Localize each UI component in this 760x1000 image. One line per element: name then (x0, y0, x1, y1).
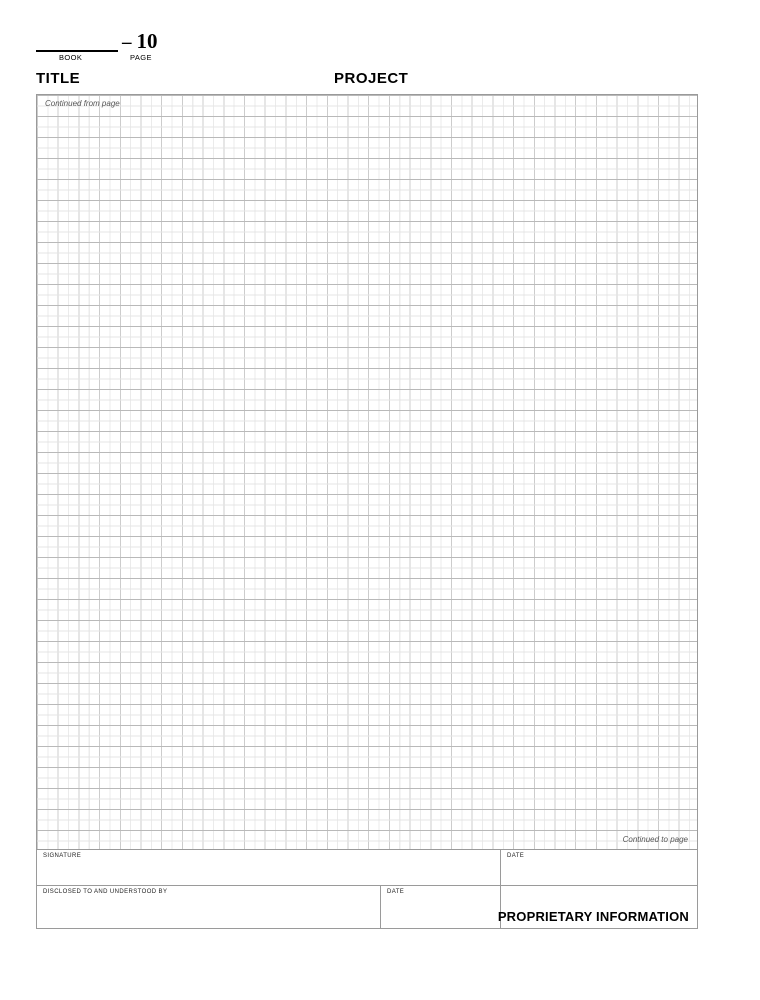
disclosure-band (36, 886, 698, 929)
book-page-row (36, 26, 196, 52)
page-number: 10 (136, 29, 158, 53)
book-page-header (36, 26, 196, 65)
disclosed-date-label: DATE (387, 889, 405, 895)
book-page-labels (36, 53, 196, 65)
date-field[interactable] (501, 850, 697, 885)
proprietary-text: PROPRIETARY INFORMATION (497, 909, 689, 924)
signature-label: SIGNATURE (43, 853, 82, 859)
grid-writing-area[interactable] (36, 94, 698, 850)
book-page-separator: – (122, 32, 132, 53)
disclosed-to-label: DISCLOSED TO AND UNDERSTOOD BY (43, 889, 168, 895)
signature-band (36, 850, 698, 886)
project-label: PROJECT (334, 70, 409, 87)
title-project-row (36, 70, 700, 90)
page-label: PAGE (130, 53, 152, 62)
disclosed-to-field[interactable] (37, 886, 381, 928)
signature-field[interactable] (37, 850, 501, 885)
continued-from-label: Continued from page (45, 99, 120, 108)
continued-to-label: Continued to page (622, 835, 688, 844)
title-label: TITLE (36, 70, 81, 87)
disclosed-date-field[interactable] (381, 886, 501, 928)
date-label: DATE (507, 853, 525, 859)
proprietary-notice (497, 886, 697, 928)
book-label: BOOK (59, 53, 83, 62)
book-number-field[interactable] (36, 32, 118, 52)
